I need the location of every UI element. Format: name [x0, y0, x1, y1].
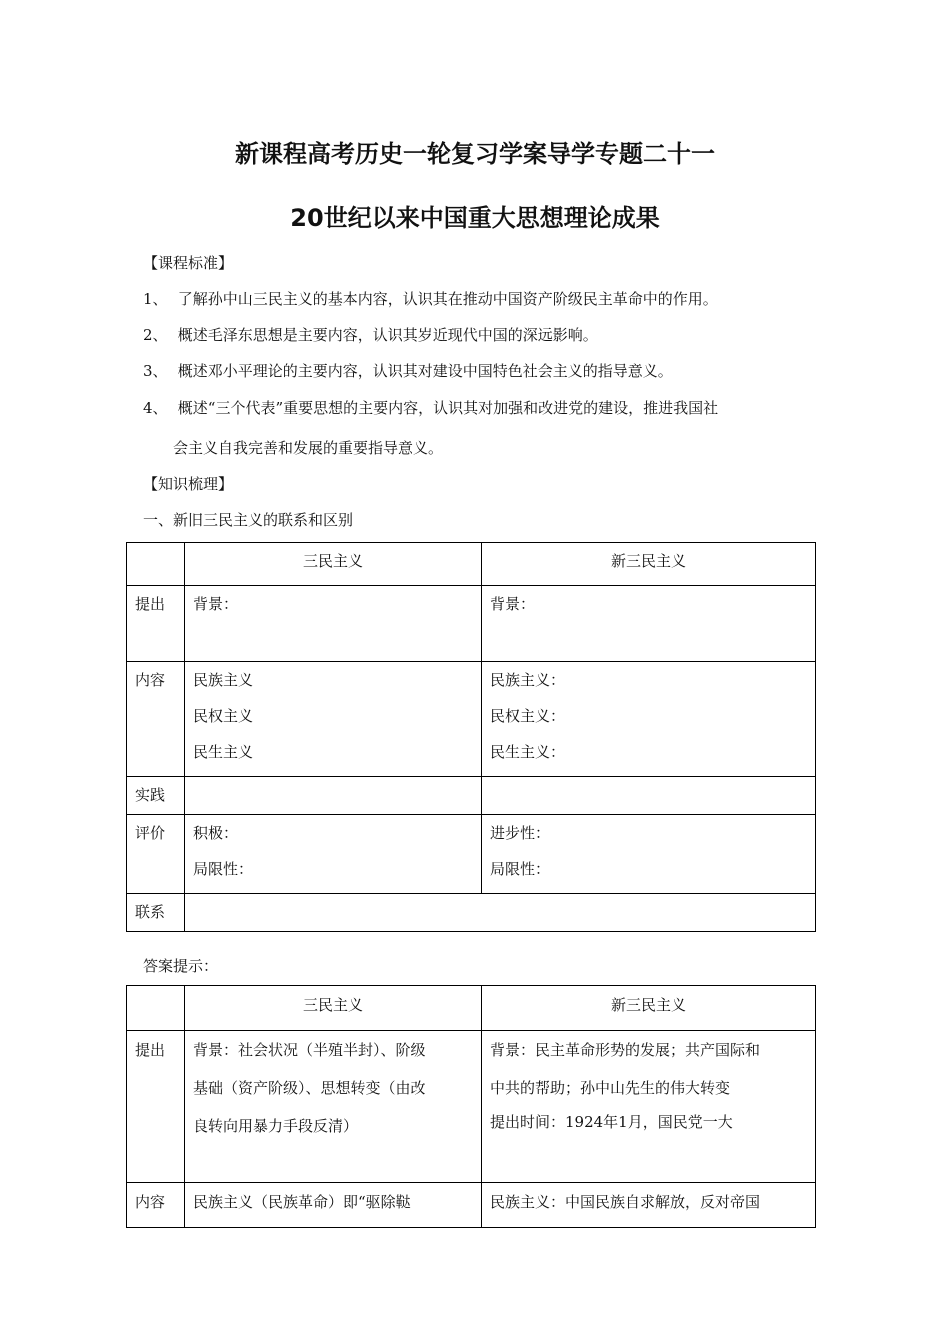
- standard-item-1: [143, 288, 718, 309]
- cell-line: 民权主义：: [490, 707, 566, 725]
- page-subtitle: 20世纪以来中国重大思想理论成果: [290, 204, 660, 232]
- standard-item-4: [143, 397, 718, 418]
- table-cell: 背景：: [482, 586, 816, 662]
- table-cell: [185, 894, 816, 932]
- page-title: 新课程高考历史一轮复习学案导学专题二十一: [235, 140, 715, 168]
- item-text: 了解孙中山三民主义的基本内容，认识其在推动中国资产阶级民主革命中的作用。: [177, 290, 718, 308]
- column-header: 新三民主义: [482, 543, 816, 586]
- standard-item-2: [143, 324, 598, 345]
- table-row: [127, 1031, 816, 1183]
- table-cell: 背景：: [185, 586, 482, 662]
- answer-table: [126, 985, 816, 1228]
- table-header-row: [127, 543, 816, 586]
- table-cell: [185, 777, 482, 815]
- cell-line: 良转向用暴力手段反清）: [193, 1117, 359, 1135]
- item-number: 1、: [143, 290, 168, 308]
- cell-line: 民生主义：: [490, 743, 566, 761]
- cell-line: 背景：民主革命形势的发展；共产国际和: [490, 1041, 761, 1059]
- row-header: 提出: [127, 586, 185, 662]
- cell-line: 民族主义：: [490, 671, 566, 689]
- column-header: 新三民主义: [482, 986, 816, 1031]
- cell-line: 基础（资产阶级）、思想转变（由改: [193, 1079, 426, 1097]
- column-header: 三民主义: [185, 986, 482, 1031]
- item-number: 4、: [143, 399, 168, 417]
- table-cell: 民族主义：中国民族自求解放，反对帝国: [482, 1183, 816, 1228]
- table-row: [127, 894, 816, 932]
- standards-heading: 【课程标准】: [143, 254, 234, 272]
- table-row: [127, 662, 816, 777]
- row-header: 评价: [127, 815, 185, 894]
- cell-line: 积极：: [193, 824, 239, 842]
- column-header: 三民主义: [185, 543, 482, 586]
- cell-line: 提出时间：1924年1月，国民党一大: [490, 1113, 733, 1131]
- cell-line: 民族主义: [193, 671, 254, 689]
- item-text: 概述邓小平理论的主要内容，认识其对建设中国特色社会主义的指导意义。: [177, 362, 673, 380]
- answer-hint-label: 答案提示：: [143, 957, 219, 975]
- item-number: 2、: [143, 326, 168, 344]
- item-number: 3、: [143, 362, 168, 380]
- table-cell: [482, 777, 816, 815]
- table-row: [127, 1183, 816, 1228]
- table-cell: [482, 1031, 816, 1183]
- row-header: 内容: [127, 1183, 185, 1228]
- table-cell: [482, 815, 816, 894]
- table-row: [127, 815, 816, 894]
- standard-item-3: [143, 360, 673, 381]
- table-corner-cell: [127, 543, 185, 586]
- row-header: 提出: [127, 1031, 185, 1183]
- table-cell: [185, 815, 482, 894]
- row-header: 内容: [127, 662, 185, 777]
- section-heading: 一、新旧三民主义的联系和区别: [143, 511, 354, 529]
- row-header: 实践: [127, 777, 185, 815]
- table-cell: [185, 662, 482, 777]
- table-cell: 民族主义（民族革命）即“驱除鞑: [185, 1183, 482, 1228]
- cell-line: 局限性：: [193, 860, 254, 878]
- cell-line: 局限性：: [490, 860, 551, 878]
- item-text: 概述“三个代表”重要思想的主要内容，认识其对加强和改进党的建设，推进我国社: [177, 399, 719, 417]
- row-header: 联系: [127, 894, 185, 932]
- table-cell: [185, 1031, 482, 1183]
- knowledge-heading: 【知识梳理】: [143, 475, 234, 493]
- item-text: 概述毛泽东思想是主要内容，认识其岁近现代中国的深远影响。: [177, 326, 598, 344]
- table-header-row: [127, 986, 816, 1031]
- table-row: [127, 777, 816, 815]
- cell-line: 民权主义: [193, 707, 254, 725]
- comparison-table: [126, 542, 816, 932]
- table-corner-cell: [127, 986, 185, 1031]
- cell-line: 背景：社会状况（半殖半封）、阶级: [193, 1041, 426, 1059]
- cell-line: 民生主义: [193, 743, 254, 761]
- cell-line: 进步性：: [490, 824, 551, 842]
- table-cell: [482, 662, 816, 777]
- table-row: [127, 586, 816, 662]
- cell-line: 中共的帮助；孙中山先生的伟大转变: [490, 1079, 731, 1097]
- standard-item-4-continuation: 会主义自我完善和发展的重要指导意义。: [173, 439, 444, 457]
